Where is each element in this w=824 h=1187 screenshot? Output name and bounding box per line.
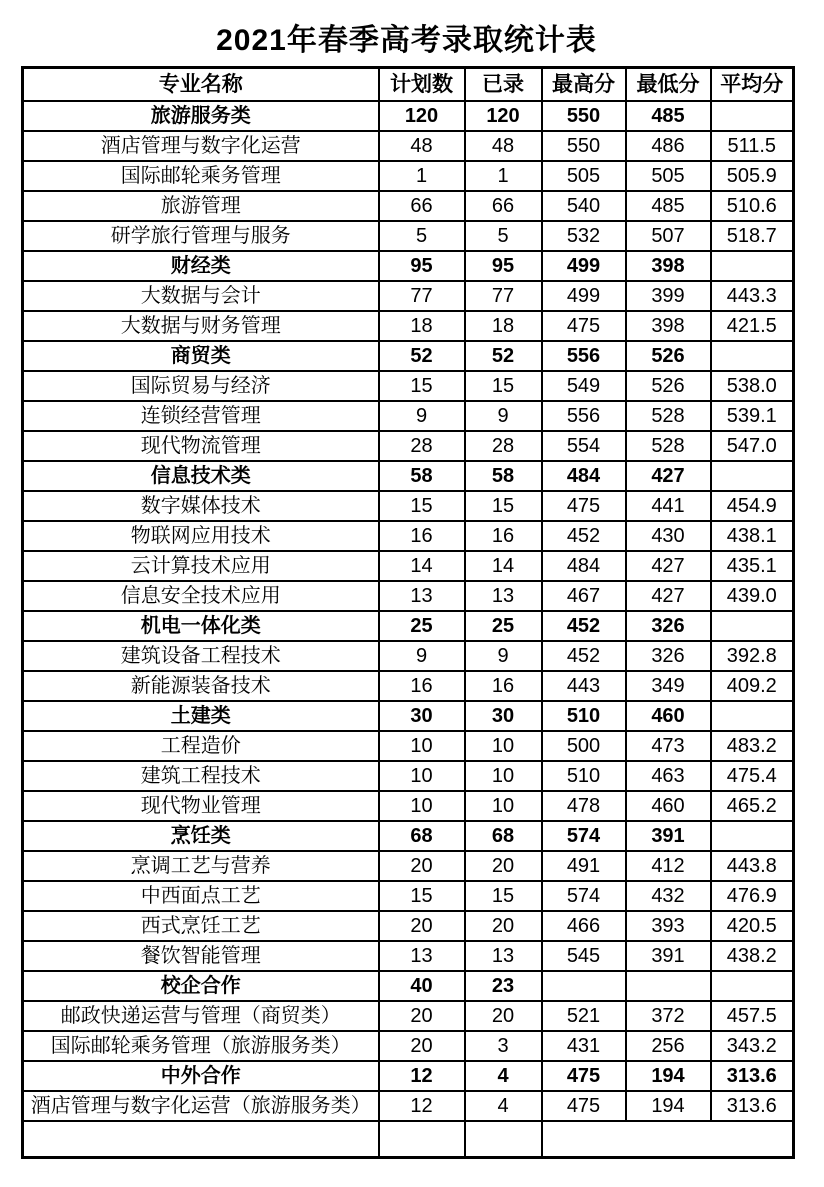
category-row <box>23 341 794 371</box>
cell-avg-score: 409.2 <box>711 671 794 701</box>
cell-major-name: 烹饪类 <box>23 821 379 851</box>
major-row <box>23 1031 794 1061</box>
cell-min-score: 391 <box>626 941 711 971</box>
cell-plan-count: 120 <box>379 101 465 131</box>
cell-min-score <box>626 971 711 1001</box>
cell-max-score: 466 <box>542 911 626 941</box>
major-row <box>23 311 794 341</box>
major-row <box>23 761 794 791</box>
cell-plan-count: 10 <box>379 761 465 791</box>
cell-min-score: 349 <box>626 671 711 701</box>
cell-major-name: 中外合作 <box>23 1061 379 1091</box>
cell-min-score: 432 <box>626 881 711 911</box>
major-row <box>23 281 794 311</box>
cell-admitted-count: 30 <box>465 701 542 731</box>
cell-avg-score: 443.3 <box>711 281 794 311</box>
category-row <box>23 101 794 131</box>
cell-major-name: 国际邮轮乘务管理 <box>23 161 379 191</box>
category-row <box>23 251 794 281</box>
major-row <box>23 371 794 401</box>
cell-max-score: 540 <box>542 191 626 221</box>
cell-avg-score: 343.2 <box>711 1031 794 1061</box>
cell-major-name: 新能源装备技术 <box>23 671 379 701</box>
cell-avg-score: 435.1 <box>711 551 794 581</box>
cell-max-score: 505 <box>542 161 626 191</box>
category-row <box>23 1061 794 1091</box>
cell-min-score: 526 <box>626 371 711 401</box>
cell-major-name: 研学旅行管理与服务 <box>23 221 379 251</box>
cell-max-score: 475 <box>542 1061 626 1091</box>
cell-admitted-count: 25 <box>465 611 542 641</box>
cell-admitted-count: 77 <box>465 281 542 311</box>
cell-max-score: 550 <box>542 131 626 161</box>
table-body <box>23 101 794 1158</box>
cell-avg-score <box>711 251 794 281</box>
cell-plan-count: 48 <box>379 131 465 161</box>
cell-admitted-count: 20 <box>465 851 542 881</box>
page-title: 2021年春季高考录取统计表 <box>216 24 597 57</box>
cell-admitted-count: 9 <box>465 641 542 671</box>
cell-avg-score: 313.6 <box>711 1091 794 1121</box>
cell-plan-count: 40 <box>379 971 465 1001</box>
cell-admitted-count: 15 <box>465 491 542 521</box>
cell-major-name: 大数据与财务管理 <box>23 311 379 341</box>
cell-admitted-count: 4 <box>465 1061 542 1091</box>
cell-major-name: 校企合作 <box>23 971 379 1001</box>
cell-min-score: 393 <box>626 911 711 941</box>
category-row <box>23 461 794 491</box>
cell-avg-score: 539.1 <box>711 401 794 431</box>
cell-plan-count: 58 <box>379 461 465 491</box>
cell-max-score: 549 <box>542 371 626 401</box>
cell-major-name: 信息安全技术应用 <box>23 581 379 611</box>
cell-plan-count: 13 <box>379 941 465 971</box>
cell-avg-score <box>711 101 794 131</box>
cell-min-score: 441 <box>626 491 711 521</box>
cell-plan-count <box>379 1121 465 1158</box>
cell-max-score: 550 <box>542 101 626 131</box>
cell-admitted-count: 120 <box>465 101 542 131</box>
cell-major-name: 西式烹饪工艺 <box>23 911 379 941</box>
cell-major-name: 中西面点工艺 <box>23 881 379 911</box>
cell-major-name: 现代物业管理 <box>23 791 379 821</box>
cell-avg-score: 510.6 <box>711 191 794 221</box>
cell-admitted-count: 52 <box>465 341 542 371</box>
cell-major-name: 信息技术类 <box>23 461 379 491</box>
cell-avg-score: 476.9 <box>711 881 794 911</box>
cell-max-score: 574 <box>542 821 626 851</box>
cell-major-name: 机电一体化类 <box>23 611 379 641</box>
cell-min-score: 485 <box>626 101 711 131</box>
cell-plan-count: 52 <box>379 341 465 371</box>
cell-max-score: 545 <box>542 941 626 971</box>
cell-avg-score: 439.0 <box>711 581 794 611</box>
major-row <box>23 131 794 161</box>
cell-major-name: 烹调工艺与营养 <box>23 851 379 881</box>
cell-max-score: 467 <box>542 581 626 611</box>
cell-min-score: 505 <box>626 161 711 191</box>
cell-plan-count: 20 <box>379 911 465 941</box>
cell-avg-score: 420.5 <box>711 911 794 941</box>
cell-max-score: 556 <box>542 341 626 371</box>
cell-major-name: 旅游服务类 <box>23 101 379 131</box>
cell-max-score: 452 <box>542 521 626 551</box>
cell-plan-count: 10 <box>379 791 465 821</box>
cell-plan-count: 66 <box>379 191 465 221</box>
major-row <box>23 191 794 221</box>
cell-max-score: 510 <box>542 761 626 791</box>
major-row <box>23 221 794 251</box>
cell-plan-count: 25 <box>379 611 465 641</box>
major-row <box>23 401 794 431</box>
cell-min-score: 398 <box>626 311 711 341</box>
cell-min-score: 463 <box>626 761 711 791</box>
cell-plan-count: 14 <box>379 551 465 581</box>
cell-admitted-count: 68 <box>465 821 542 851</box>
cell-avg-score: 538.0 <box>711 371 794 401</box>
cell-max-score: 431 <box>542 1031 626 1061</box>
cell-admitted-count: 18 <box>465 311 542 341</box>
cell-plan-count: 28 <box>379 431 465 461</box>
cell-min-score: 430 <box>626 521 711 551</box>
category-row <box>23 611 794 641</box>
cell-max-score: 484 <box>542 551 626 581</box>
cell-plan-count: 20 <box>379 851 465 881</box>
column-header-min-score: 最低分 <box>626 68 711 102</box>
major-row <box>23 161 794 191</box>
cell-min-score: 391 <box>626 821 711 851</box>
cell-major-name: 酒店管理与数字化运营 <box>23 131 379 161</box>
column-header-max-score: 最高分 <box>542 68 626 102</box>
major-row <box>23 731 794 761</box>
cell-max-score: 475 <box>542 1091 626 1121</box>
cell-plan-count: 16 <box>379 521 465 551</box>
cell-major-name: 财经类 <box>23 251 379 281</box>
cell-max-score: 452 <box>542 611 626 641</box>
cell-plan-count: 15 <box>379 881 465 911</box>
cell-admitted-count: 10 <box>465 731 542 761</box>
cell-min-score: 399 <box>626 281 711 311</box>
cell-plan-count: 15 <box>379 491 465 521</box>
cell-avg-score: 421.5 <box>711 311 794 341</box>
cell-major-name: 邮政快递运营与管理（商贸类） <box>23 1001 379 1031</box>
cell-min-score: 427 <box>626 581 711 611</box>
cell-max-score: 521 <box>542 1001 626 1031</box>
cell-min-score: 507 <box>626 221 711 251</box>
major-row <box>23 491 794 521</box>
cell-admitted-count: 66 <box>465 191 542 221</box>
cell-max-score: 452 <box>542 641 626 671</box>
cell-plan-count: 1 <box>379 161 465 191</box>
cell-avg-score <box>711 971 794 1001</box>
cell-avg-score: 438.2 <box>711 941 794 971</box>
cell-min-score: 528 <box>626 431 711 461</box>
cell-max-score: 475 <box>542 311 626 341</box>
cell-avg-score: 511.5 <box>711 131 794 161</box>
empty-footer-row <box>23 1121 794 1158</box>
cell-major-name: 土建类 <box>23 701 379 731</box>
cell-major-name: 建筑工程技术 <box>23 761 379 791</box>
major-row <box>23 791 794 821</box>
cell-major-name: 云计算技术应用 <box>23 551 379 581</box>
cell-plan-count: 18 <box>379 311 465 341</box>
cell-admitted-count: 95 <box>465 251 542 281</box>
cell-max-score: 491 <box>542 851 626 881</box>
cell-avg-score: 475.4 <box>711 761 794 791</box>
cell-plan-count: 12 <box>379 1091 465 1121</box>
cell-min-score: 372 <box>626 1001 711 1031</box>
cell-min-score: 485 <box>626 191 711 221</box>
column-header-admitted-count: 已录 <box>465 68 542 102</box>
cell-admitted-count: 28 <box>465 431 542 461</box>
cell-major-name: 工程造价 <box>23 731 379 761</box>
cell-admitted-count: 48 <box>465 131 542 161</box>
cell-avg-score: 547.0 <box>711 431 794 461</box>
cell-plan-count: 10 <box>379 731 465 761</box>
cell-major-name: 连锁经营管理 <box>23 401 379 431</box>
cell-avg-score: 483.2 <box>711 731 794 761</box>
cell-major-name: 建筑设备工程技术 <box>23 641 379 671</box>
cell-max-score: 499 <box>542 281 626 311</box>
cell-admitted-count: 15 <box>465 881 542 911</box>
cell-major-name: 国际贸易与经济 <box>23 371 379 401</box>
cell-plan-count: 16 <box>379 671 465 701</box>
category-row <box>23 971 794 1001</box>
cell-min-score: 486 <box>626 131 711 161</box>
cell-avg-score: 457.5 <box>711 1001 794 1031</box>
cell-admitted-count: 14 <box>465 551 542 581</box>
cell-avg-score: 443.8 <box>711 851 794 881</box>
cell-max-score: 574 <box>542 881 626 911</box>
major-row <box>23 851 794 881</box>
cell-max-score: 556 <box>542 401 626 431</box>
cell-max-score: 443 <box>542 671 626 701</box>
cell-plan-count: 95 <box>379 251 465 281</box>
cell-avg-score <box>711 701 794 731</box>
cell-avg-score: 313.6 <box>711 1061 794 1091</box>
column-header-avg-score: 平均分 <box>711 68 794 102</box>
cell-major-name: 现代物流管理 <box>23 431 379 461</box>
cell-major-name <box>23 1121 379 1158</box>
cell-avg-score: 518.7 <box>711 221 794 251</box>
cell-admitted-count: 9 <box>465 401 542 431</box>
category-row <box>23 821 794 851</box>
cell-major-name: 旅游管理 <box>23 191 379 221</box>
cell-min-score: 326 <box>626 641 711 671</box>
cell-admitted-count: 13 <box>465 941 542 971</box>
cell-admitted-count: 20 <box>465 1001 542 1031</box>
cell-min-score: 528 <box>626 401 711 431</box>
major-row <box>23 581 794 611</box>
cell-major-name: 数字媒体技术 <box>23 491 379 521</box>
cell-plan-count: 5 <box>379 221 465 251</box>
cell-min-score: 473 <box>626 731 711 761</box>
cell-avg-score: 392.8 <box>711 641 794 671</box>
cell-min-score: 256 <box>626 1031 711 1061</box>
cell-admitted-count <box>465 1121 542 1158</box>
cell-avg-score <box>711 461 794 491</box>
cell-major-name: 商贸类 <box>23 341 379 371</box>
cell-major-name: 国际邮轮乘务管理（旅游服务类） <box>23 1031 379 1061</box>
cell-min-score: 460 <box>626 791 711 821</box>
cell-plan-count: 9 <box>379 401 465 431</box>
admission-stats-table <box>21 66 795 1159</box>
major-row <box>23 521 794 551</box>
category-row <box>23 701 794 731</box>
cell-min-score: 398 <box>626 251 711 281</box>
header-row <box>23 68 794 102</box>
cell-avg-score: 438.1 <box>711 521 794 551</box>
cell-min-score: 460 <box>626 701 711 731</box>
cell-admitted-count: 20 <box>465 911 542 941</box>
major-row <box>23 641 794 671</box>
cell-min-score: 194 <box>626 1061 711 1091</box>
cell-avg-score <box>711 611 794 641</box>
cell-max-score: 510 <box>542 701 626 731</box>
cell-plan-count: 9 <box>379 641 465 671</box>
major-row <box>23 671 794 701</box>
cell-admitted-count: 5 <box>465 221 542 251</box>
cell-avg-score <box>711 821 794 851</box>
cell-admitted-count: 16 <box>465 671 542 701</box>
cell-admitted-count: 16 <box>465 521 542 551</box>
cell-admitted-count: 10 <box>465 761 542 791</box>
cell-admitted-count: 3 <box>465 1031 542 1061</box>
cell-major-name: 大数据与会计 <box>23 281 379 311</box>
major-row <box>23 1001 794 1031</box>
cell-major-name: 酒店管理与数字化运营（旅游服务类） <box>23 1091 379 1121</box>
cell-plan-count: 12 <box>379 1061 465 1091</box>
cell-admitted-count: 15 <box>465 371 542 401</box>
cell-major-name: 物联网应用技术 <box>23 521 379 551</box>
cell-max-score: 500 <box>542 731 626 761</box>
cell-min-score: 194 <box>626 1091 711 1121</box>
cell-avg-score: 454.9 <box>711 491 794 521</box>
cell-max-score <box>542 971 626 1001</box>
cell-avg-score: 465.2 <box>711 791 794 821</box>
cell-min-score: 326 <box>626 611 711 641</box>
column-header-major-name: 专业名称 <box>23 68 379 102</box>
cell-plan-count: 77 <box>379 281 465 311</box>
cell-min-score: 427 <box>626 461 711 491</box>
cell-admitted-count: 23 <box>465 971 542 1001</box>
major-row <box>23 881 794 911</box>
major-row <box>23 941 794 971</box>
cell-plan-count: 15 <box>379 371 465 401</box>
cell-admitted-count: 10 <box>465 791 542 821</box>
cell-min-score: 427 <box>626 551 711 581</box>
cell-admitted-count: 1 <box>465 161 542 191</box>
cell-admitted-count: 4 <box>465 1091 542 1121</box>
cell-min-score: 412 <box>626 851 711 881</box>
cell-max-score: 554 <box>542 431 626 461</box>
cell-major-name: 餐饮智能管理 <box>23 941 379 971</box>
major-row <box>23 1091 794 1121</box>
cell-max-score: 499 <box>542 251 626 281</box>
cell-max-score: 475 <box>542 491 626 521</box>
cell-avg-score: 505.9 <box>711 161 794 191</box>
cell-max-score: 532 <box>542 221 626 251</box>
major-row <box>23 431 794 461</box>
cell-plan-count: 20 <box>379 1031 465 1061</box>
cell-admitted-count: 13 <box>465 581 542 611</box>
cell-plan-count: 20 <box>379 1001 465 1031</box>
cell-plan-count: 13 <box>379 581 465 611</box>
cell-max-score: 478 <box>542 791 626 821</box>
major-row <box>23 551 794 581</box>
major-row <box>23 911 794 941</box>
cell-admitted-count: 58 <box>465 461 542 491</box>
cell-max-score: 484 <box>542 461 626 491</box>
cell-avg-score <box>711 341 794 371</box>
cell-merged-scores <box>542 1121 794 1158</box>
cell-plan-count: 68 <box>379 821 465 851</box>
cell-plan-count: 30 <box>379 701 465 731</box>
column-header-plan-count: 计划数 <box>379 68 465 102</box>
cell-min-score: 526 <box>626 341 711 371</box>
